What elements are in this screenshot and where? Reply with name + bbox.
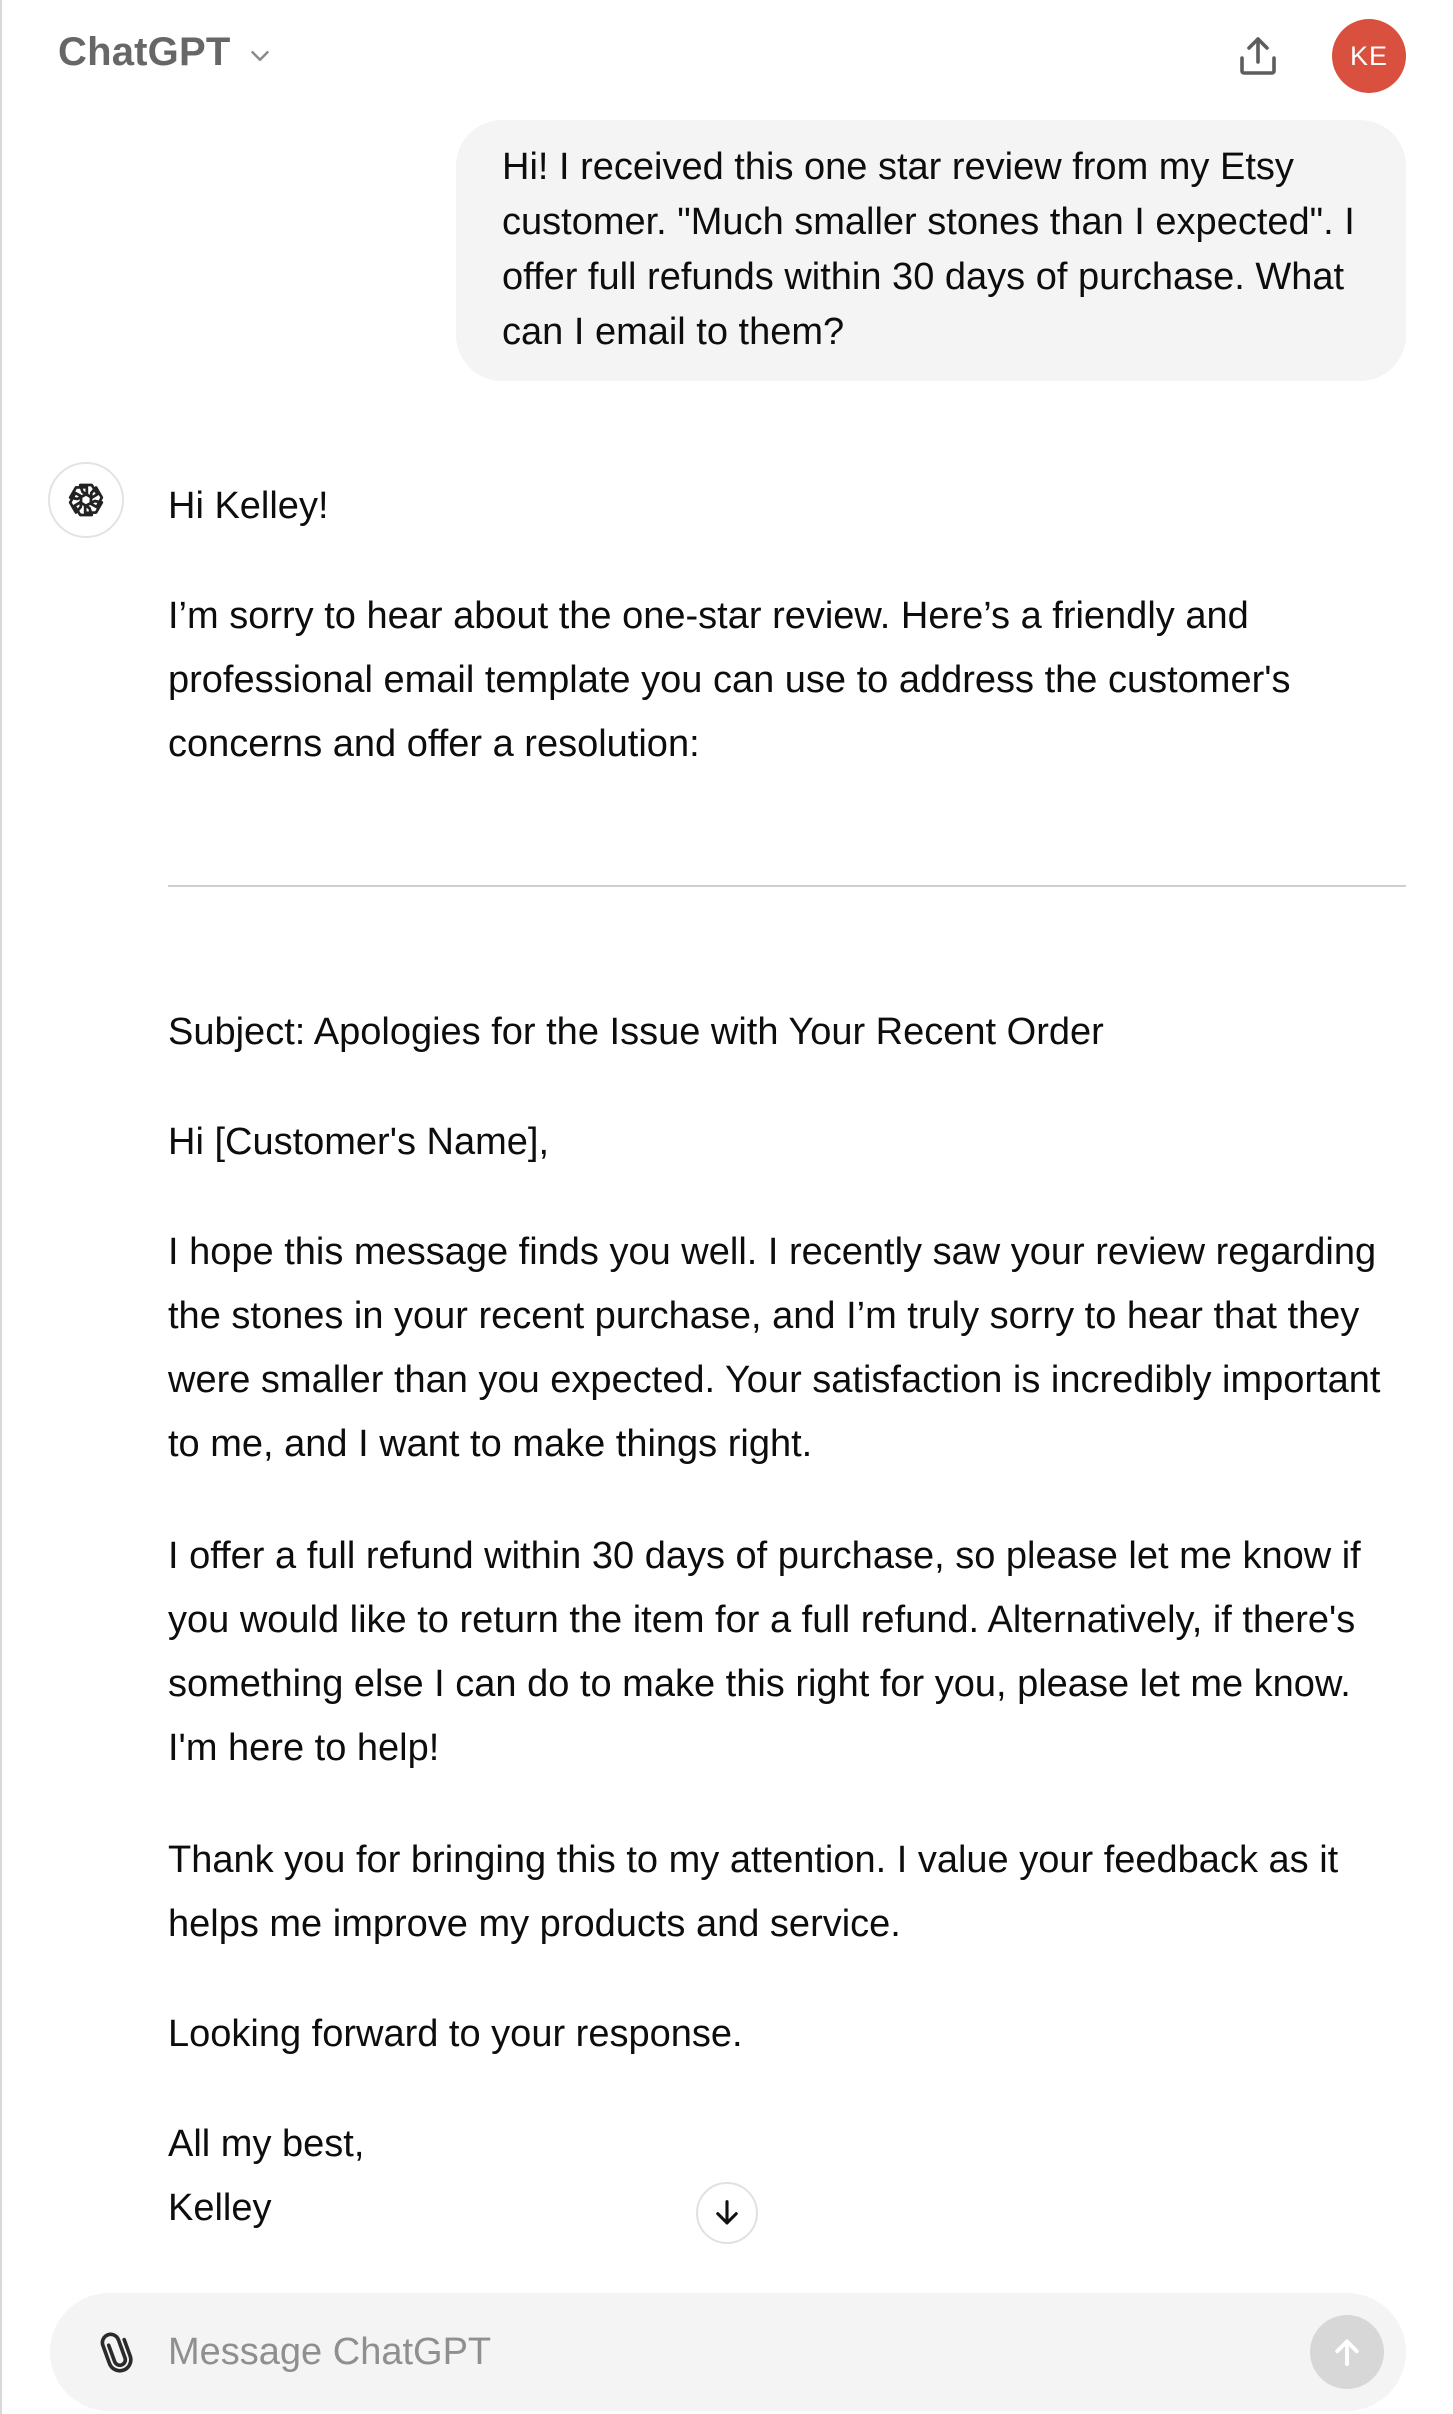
email-salutation: Hi [Customer's Name],	[168, 1121, 550, 1163]
arrow-down-icon	[710, 2196, 744, 2230]
paperclip-icon	[95, 2330, 139, 2374]
share-icon	[1234, 32, 1282, 80]
assistant-intro: I’m sorry to hear about the one-star review. Here’s a friendly and professional email template you can use to address the customer's concerns and offer a resolution:	[168, 595, 1291, 765]
arrow-up-icon	[1329, 2334, 1365, 2370]
model-selector[interactable]	[58, 30, 275, 75]
assistant-avatar	[48, 462, 124, 538]
message-input[interactable]	[168, 2313, 1228, 2391]
email-paragraph: I offer a full refund within 30 days of purchase, so please let me know if you would like to return the item for a full refund. Alternatively, if there's something else I can do to make this right for you, please let me know. I'm here to help!	[168, 1535, 1361, 1769]
attach-button[interactable]	[92, 2327, 142, 2377]
app-title: ChatGPT	[58, 30, 231, 74]
scroll-to-bottom-button[interactable]	[696, 2182, 758, 2244]
email-paragraph: Thank you for bringing this to my attention. I value your feedback as it helps me improve my products and service.	[168, 1839, 1339, 1945]
chevron-down-icon	[245, 41, 275, 71]
user-message-bubble: Hi! I received this one star review from my Etsy customer. "Much smaller stones than I expected". I offer full refunds within 30 days of purchase. What can I email to them?	[456, 120, 1406, 381]
email-closing-line: Looking forward to your response.	[168, 2013, 743, 2055]
email-paragraph: I hope this message finds you well. I recently saw your review regarding the stones in your recent purchase, and I’m truly sorry to hear that they were smaller than you expected. Your satisfaction is incredibly important to me, and I want to make things right.	[168, 1231, 1381, 1465]
user-avatar[interactable]: KE	[1332, 19, 1406, 93]
openai-logo-icon	[63, 477, 109, 523]
top-bar	[0, 0, 1453, 112]
message-composer	[50, 2293, 1406, 2411]
email-signature: Kelley	[168, 2187, 272, 2229]
window-edge	[0, 0, 2, 2414]
assistant-greeting: Hi Kelley!	[168, 485, 329, 527]
share-button[interactable]	[1230, 28, 1286, 84]
send-button[interactable]	[1310, 2315, 1384, 2389]
email-subject: Subject: Apologies for the Issue with Your Recent Order	[168, 1011, 1104, 1053]
email-signoff: All my best,	[168, 2123, 365, 2165]
horizontal-rule	[168, 885, 1406, 887]
